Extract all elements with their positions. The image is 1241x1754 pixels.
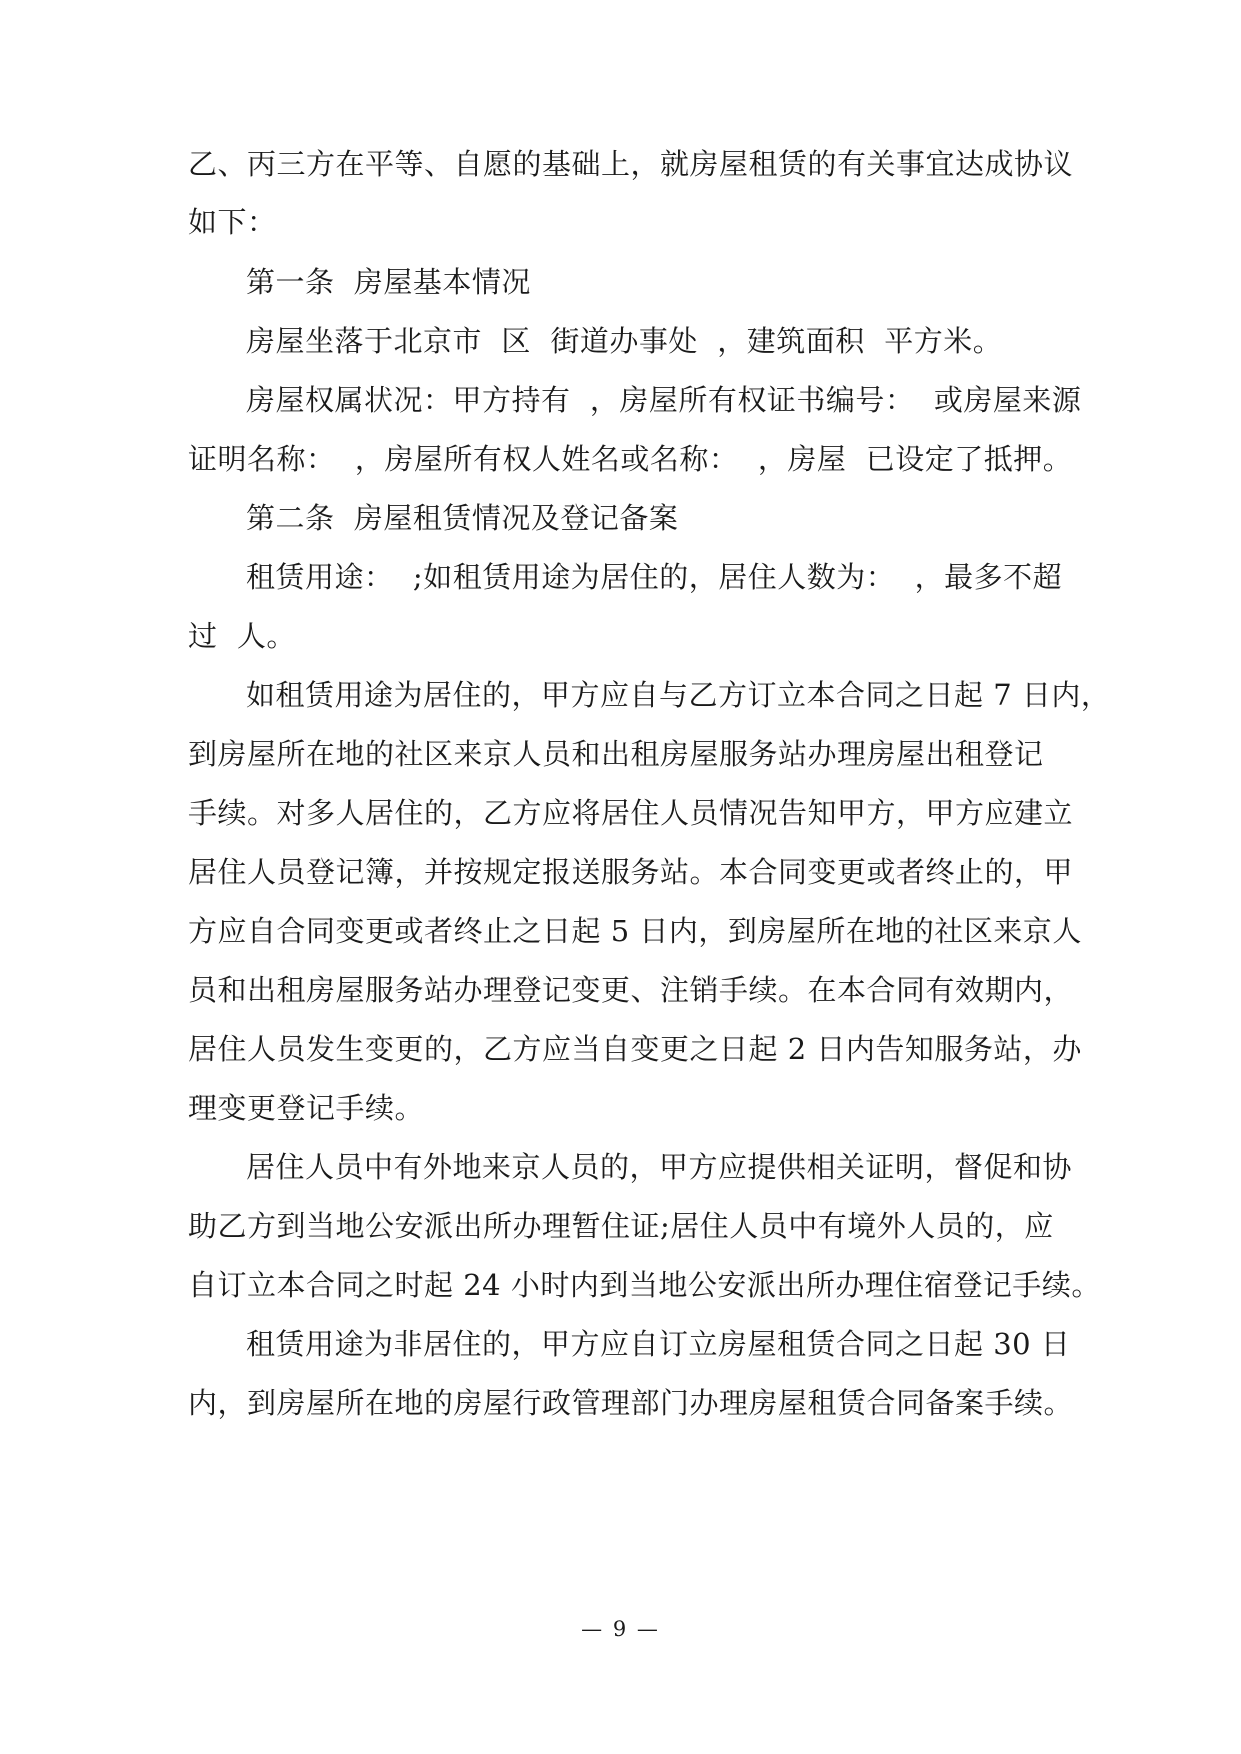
text-line: 到房屋所在地的社区来京人员和出租房屋服务站办理房屋出租登记 — [188, 737, 1044, 771]
text-line: 自订立本合同之时起 24 小时内到当地公安派出所办理住宿登记手续。 — [188, 1268, 1101, 1302]
text-line: 如租赁用途为居住的，甲方应自与乙方订立本合同之日起 7 日内， — [246, 678, 1111, 712]
text-line: 租赁用途为非居住的，甲方应自订立房屋租赁合同之日起 30 日 — [246, 1327, 1071, 1361]
text-line: 手续。对多人居住的，乙方应将居住人员情况告知甲方，甲方应建立 — [188, 796, 1074, 830]
text-line: 过 人。 — [188, 619, 296, 653]
text-line: 理变更登记手续。 — [188, 1091, 425, 1125]
text-line: 居住人员中有外地来京人员的，甲方应提供相关证明，督促和协 — [246, 1150, 1073, 1184]
page-number: — 9 — — [581, 1617, 660, 1641]
text-line: 如下： — [188, 205, 277, 239]
text-line: 居住人员发生变更的，乙方应当自变更之日起 2 日内告知服务站，办 — [188, 1032, 1082, 1066]
text-line: 房屋权属状况：甲方持有 ，房屋所有权证书编号： 或房屋来源 — [246, 383, 1082, 417]
text-line: 员和出租房屋服务站办理登记变更、注销手续。在本合同有效期内， — [188, 973, 1074, 1007]
text-line: 居住人员登记簿，并按规定报送服务站。本合同变更或者终止的，甲 — [188, 855, 1074, 889]
text-line: 乙、丙三方在平等、自愿的基础上，就房屋租赁的有关事宜达成协议 — [188, 147, 1074, 181]
text-line: 租赁用途： ;如租赁用途为居住的，居住人数为： ，最多不超 — [246, 560, 1063, 594]
text-line: 方应自合同变更或者终止之日起 5 日内，到房屋所在地的社区来京人 — [188, 914, 1082, 948]
text-line: 证明名称： ，房屋所有权人姓名或名称： ，房屋 已设定了抵押。 — [188, 442, 1073, 476]
text-line: 房屋坐落于北京市 区 街道办事处 ，建筑面积 平方米。 — [246, 324, 1003, 358]
article-heading: 第二条 房屋租赁情况及登记备案 — [246, 501, 679, 535]
article-heading: 第一条 房屋基本情况 — [246, 265, 531, 299]
text-line: 内，到房屋所在地的房屋行政管理部门办理房屋租赁合同备案手续。 — [188, 1386, 1074, 1420]
text-line: 助乙方到当地公安派出所办理暂住证;居住人员中有境外人员的，应 — [188, 1209, 1054, 1243]
